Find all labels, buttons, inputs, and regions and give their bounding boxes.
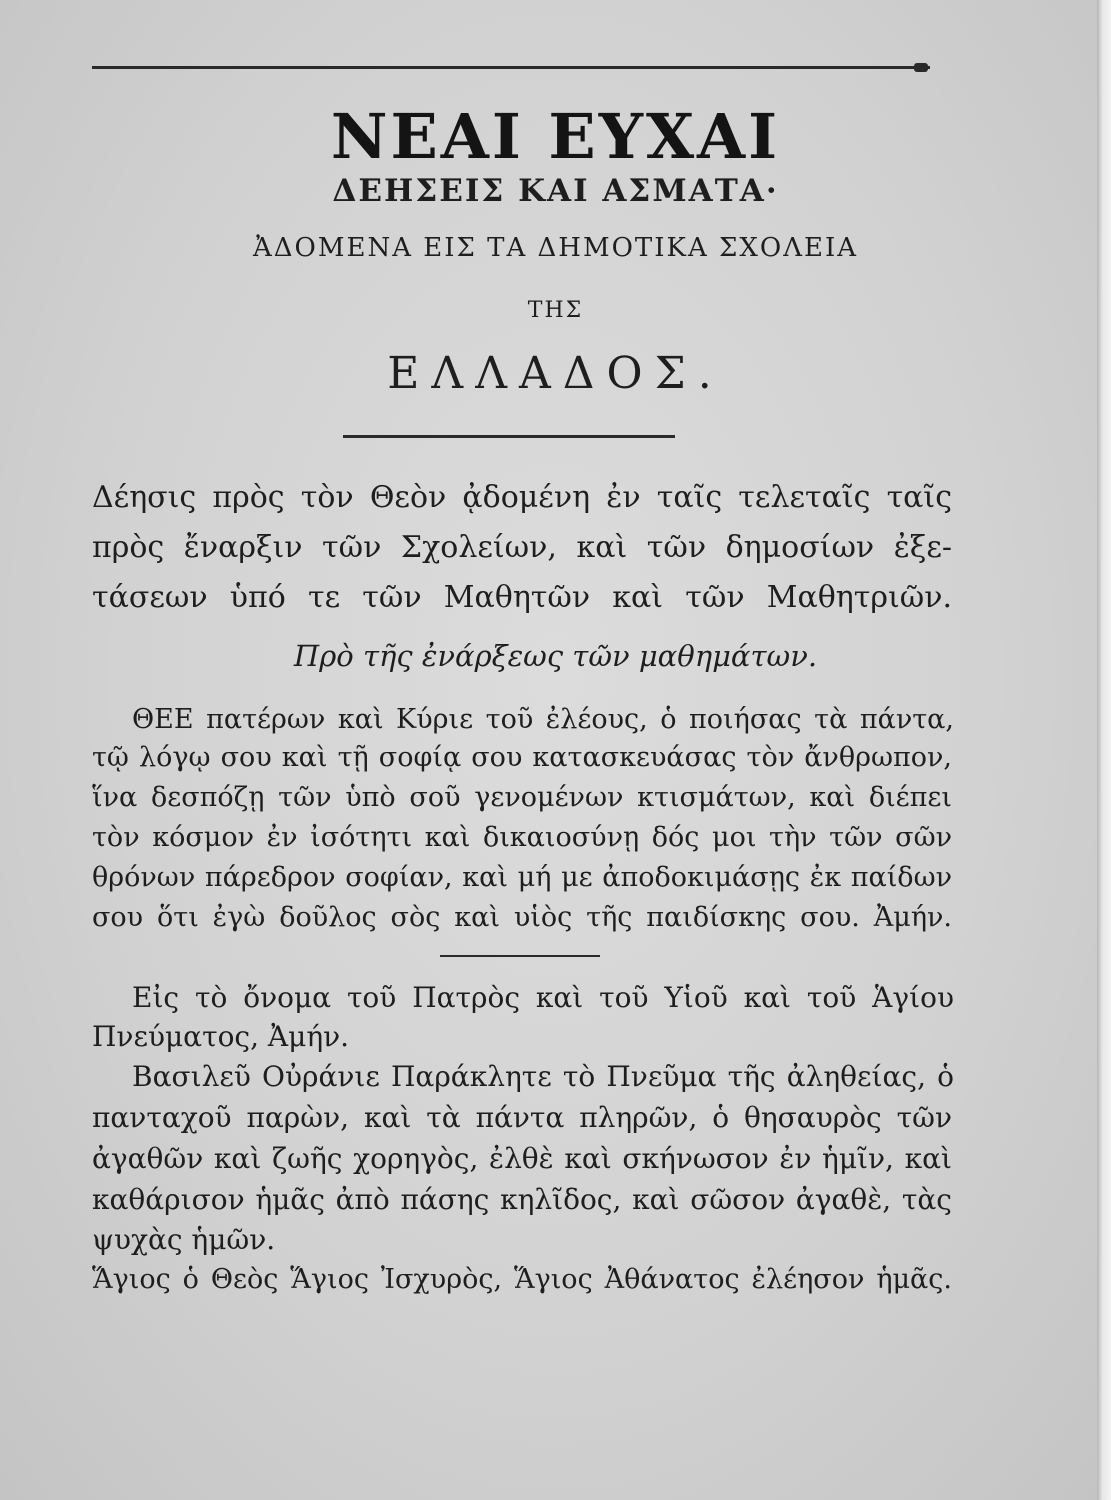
subtitle-line-1: ΔΕΗΣΕΙΣ ΚΑΙ ΑΣΜΑΤΑ· xyxy=(332,173,779,209)
prayer-line: ἵνα δεσπόζῃ τῶν ὑπὸ σοῦ γενομένων κτισμάτων, καὶ διέπει xyxy=(92,782,952,813)
prayer-line: Εἰς τὸ ὄνομα τοῦ Πατρὸς καὶ τοῦ Υἱοῦ καὶ τοῦ Ἁγίου xyxy=(132,981,954,1014)
page-title: ΝΕΑΙ ΕΥΧΑΙ xyxy=(330,100,781,173)
prayer-line: πανταχοῦ παρὼν, καὶ τὰ πάντα πληρῶν, ὁ θησαυρὸς τῶν xyxy=(92,1101,952,1134)
subtitle-line-3: ΤΗΣ xyxy=(527,298,584,323)
subtitle-line-2: ἈΔΟΜΕΝΑ ΕΙΣ ΤΑ ΔΗΜΟΤΙΚΑ ΣΧΟΛΕΙΑ xyxy=(252,233,859,263)
intro-line: τάσεων ὑπό τε τῶν Μαθητῶν καὶ τῶν Μαθητριῶν. xyxy=(92,580,952,615)
trisagion-line: Ἅγιος ὁ Θεὸς Ἅγιος Ἰσχυρὸς, Ἅγιος Ἀθάνατος ἐλέησον ἡμᾶς. xyxy=(92,1264,952,1295)
top-rule xyxy=(92,66,930,69)
prayer-line: Πνεύματος, Ἀμήν. xyxy=(92,1020,350,1053)
prayer-line: ἀγαθῶν καὶ ζωῆς χορηγὸς, ἐλθὲ καὶ σκήνωσον ἐν ἡμῖν, καὶ xyxy=(92,1142,952,1175)
intro-line: πρὸς ἔναρξιν τῶν Σχολείων, καὶ τῶν δημοσίων ἐξε- xyxy=(92,530,952,565)
subtitle-line-4: ΕΛΛΑΔΟΣ. xyxy=(387,348,724,399)
intro-line: Δέησις πρὸς τὸν Θεὸν ᾀδομένη ἐν ταῖς τελεταῖς ταῖς xyxy=(92,480,952,515)
section-heading: Πρὸ τῆς ἐνάρξεως τῶν μαθημάτων. xyxy=(293,639,818,673)
page-edge xyxy=(1097,0,1111,1500)
section-divider xyxy=(343,435,675,438)
prayer-line: τὸν κόσμον ἐν ἰσότητι καὶ δικαιοσύνῃ δός μοι τὴν τῶν σῶν xyxy=(92,822,952,853)
prayer-line: Βασιλεῦ Οὐράνιε Παράκλητε τὸ Πνεῦμα τῆς ἀληθείας, ὁ xyxy=(132,1060,954,1093)
short-divider xyxy=(440,955,600,957)
prayer-line: θρόνων πάρεδρον σοφίαν, καὶ μή με ἀποδοκιμάσῃς ἐκ παίδων xyxy=(92,862,952,893)
prayer-line: καθάρισον ἡμᾶς ἀπὸ πάσης κηλῖδος, καὶ σῶσον ἀγαθὲ, τὰς xyxy=(92,1183,952,1216)
prayer-line: ΘΕΕ πατέρων καὶ Κύριε τοῦ ἐλέους, ὁ ποιήσας τὰ πάντα, xyxy=(132,704,954,735)
prayer-line: σου ὅτι ἐγὼ δοῦλος σὸς καὶ υἱὸς τῆς παιδίσκης σου. Ἀμήν. xyxy=(92,902,952,933)
prayer-line: ψυχὰς ἡμῶν. xyxy=(92,1223,276,1256)
top-rule-ornament xyxy=(914,63,928,72)
prayer-line: τῷ λόγῳ σου καὶ τῇ σοφίᾳ σου κατασκευάσας τὸν ἄνθρωπον, xyxy=(92,742,952,773)
